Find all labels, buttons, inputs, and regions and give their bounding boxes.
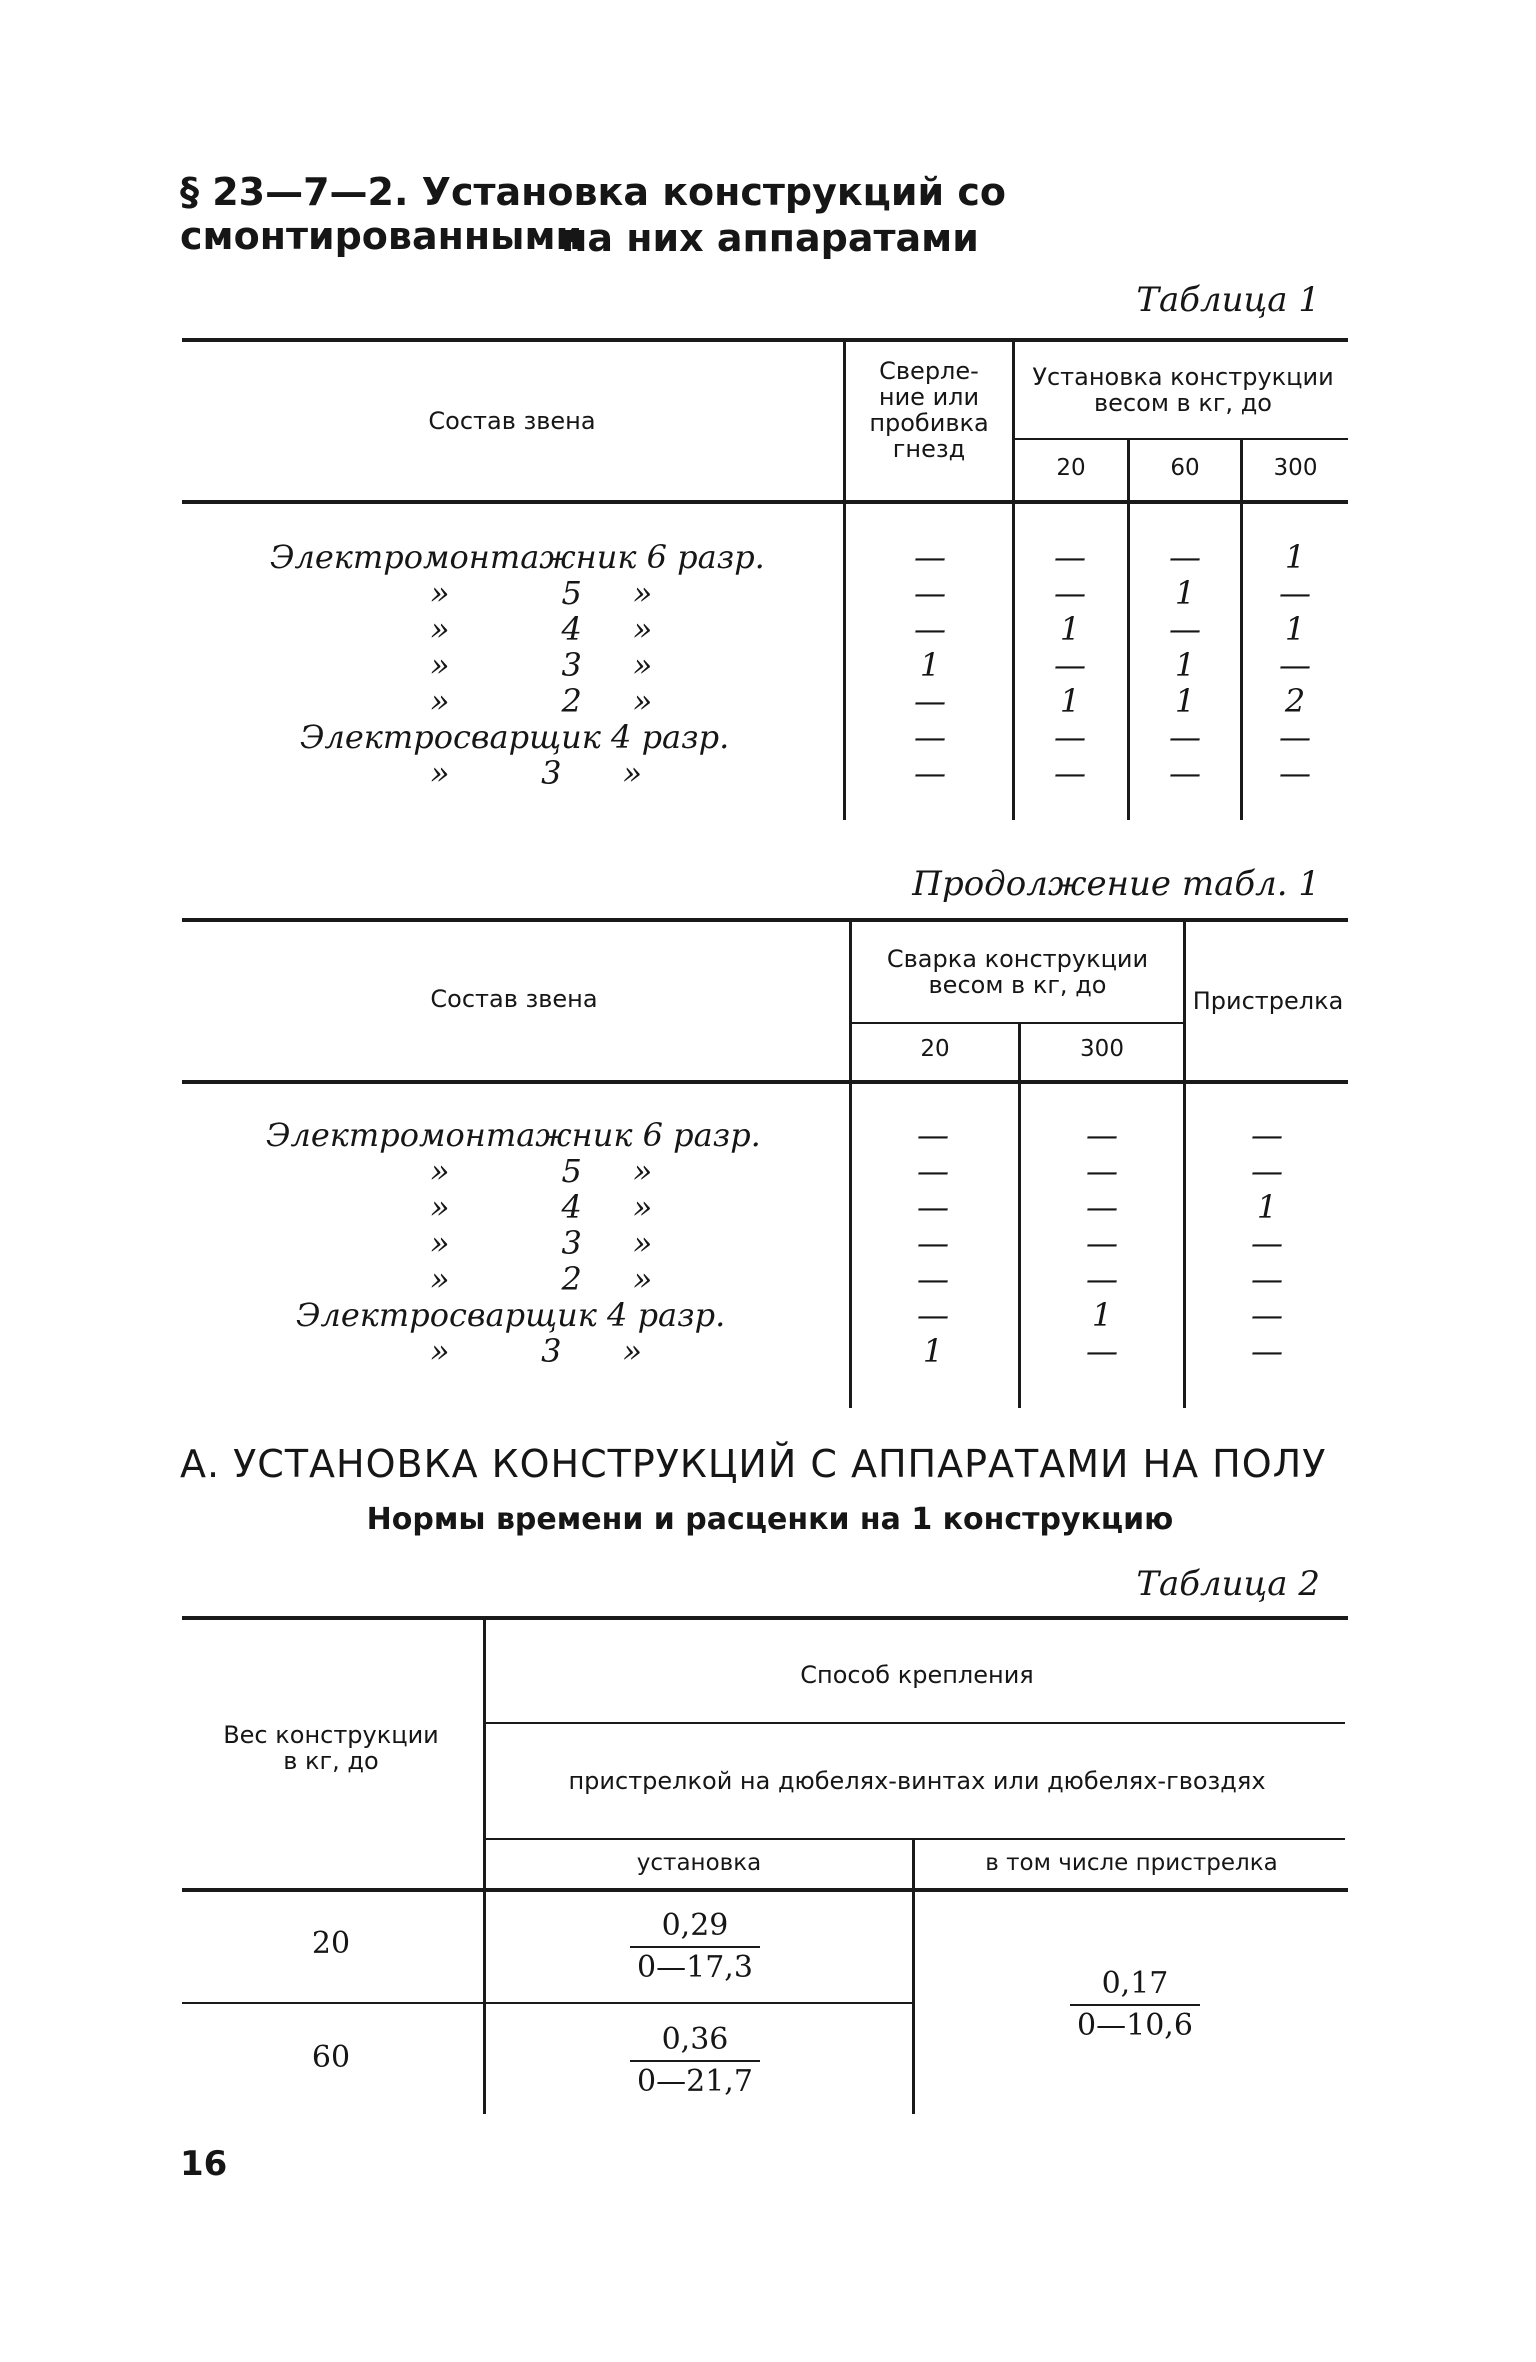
cell: 1 [1284, 610, 1306, 648]
table2-shooting-value [1070, 1964, 1200, 2046]
table2-install-value [630, 1906, 760, 1988]
cell: — [1251, 1260, 1283, 1298]
table1-header-composition: Состав звена [428, 407, 596, 435]
rate: 0—17,3 [630, 1946, 760, 1988]
cell: — [917, 1116, 949, 1154]
row-label: Электромонтажник 6 разр. [266, 1116, 761, 1154]
cell: — [1251, 1332, 1283, 1370]
cell: — [1054, 574, 1086, 612]
cell: — [1086, 1260, 1118, 1298]
cell: — [1251, 1152, 1283, 1190]
row-label: » 3 » [430, 1224, 653, 1262]
cell: — [914, 610, 946, 648]
cell: 1 [1284, 538, 1306, 576]
table2-header-method: Способ крепления [800, 1661, 1034, 1689]
table2-header-rule [182, 1888, 1348, 1892]
table1-cont-header-rule [182, 1080, 1348, 1084]
row-label: » 3 » [430, 1332, 643, 1370]
cell: — [914, 754, 946, 792]
section-title-line2: на них аппаратами [561, 216, 979, 260]
cell: 1 [922, 1332, 944, 1370]
subsection-title: А. УСТАНОВКА КОНСТРУКЦИЙ С АППАРАТАМИ НА ПОЛУ [180, 1442, 1327, 1486]
cell: — [1279, 754, 1311, 792]
table1-cont-caption: Продолжение табл. 1 [912, 864, 1320, 904]
table2-top-rule [182, 1616, 1348, 1620]
row-label: » 3 » [430, 646, 653, 684]
table1-header-w20: 20 [1056, 455, 1086, 481]
table2-install-value [630, 2020, 760, 2102]
row-label: Электросварщик 4 разр. [296, 1296, 726, 1334]
cell: — [1054, 538, 1086, 576]
cell: — [1054, 646, 1086, 684]
cell: — [1169, 718, 1201, 756]
cell: — [917, 1188, 949, 1226]
cell: — [917, 1296, 949, 1334]
table2-caption: Таблица 2 [1136, 1564, 1320, 1604]
table1-top-rule [182, 338, 1348, 342]
cell: — [1169, 610, 1201, 648]
cell: — [1054, 754, 1086, 792]
cell: — [1086, 1188, 1118, 1226]
cell: — [1251, 1224, 1283, 1262]
cell: — [914, 538, 946, 576]
row-label: » 2 » [430, 1260, 653, 1298]
table1-vline [1240, 438, 1243, 820]
cell: — [1169, 538, 1201, 576]
cell: — [917, 1224, 949, 1262]
table1-cont-subheader-rule [849, 1022, 1183, 1024]
table2-row-rule [182, 2002, 912, 2004]
norm-time: 0,36 [661, 2022, 729, 2057]
cell: — [1169, 754, 1201, 792]
row-label: » 4 » [430, 1188, 653, 1226]
cell: 1 [1059, 610, 1081, 648]
table2-header-incl-shooting: в том числе пристрелка [985, 1850, 1278, 1876]
rate: 0—10,6 [1070, 2004, 1200, 2046]
cell: 1 [1174, 646, 1196, 684]
table1-cont-top-rule [182, 918, 1348, 922]
row-label: » 5 » [430, 574, 653, 612]
section-title-line1: § 23—7—2. Установка конструкций со смонтированными [180, 170, 1006, 258]
table1-cont-header-w20: 20 [920, 1036, 950, 1062]
table1-caption: Таблица 1 [1136, 280, 1320, 320]
cell: 1 [1059, 682, 1081, 720]
row-label: » 3 » [430, 754, 643, 792]
cell: — [1086, 1332, 1118, 1370]
table1-header-rule [182, 500, 1348, 504]
row-label: » 4 » [430, 610, 653, 648]
cell: 2 [1284, 682, 1306, 720]
table1-cont-header-composition: Состав звена [430, 985, 598, 1013]
table1-cont-header-shooting: Пристрелка [1192, 987, 1344, 1015]
table2-header-weight: Вес конструкции в кг, до [223, 1721, 439, 1775]
table2-rule [485, 1722, 1345, 1724]
table2-vline [912, 1838, 915, 2114]
cell: 1 [1174, 682, 1196, 720]
cell: — [1086, 1224, 1118, 1262]
table2-header-method-detail: пристрелкой на дюбелях-винтах или дюбелях-гвоздях [568, 1767, 1266, 1795]
cell: 1 [1256, 1188, 1278, 1226]
cell: — [1279, 574, 1311, 612]
page-number: 16 [180, 2144, 228, 2184]
row-label: » 5 » [430, 1152, 653, 1190]
table1-header-drilling: Сверле- ние или пробивка гнезд [869, 357, 989, 463]
table1-subheader-rule [1012, 438, 1348, 440]
subsection-subtitle: Нормы времени и расценки на 1 конструкцию [366, 1502, 1174, 1537]
cell: — [917, 1152, 949, 1190]
table2-rule [485, 1838, 1345, 1840]
cell: — [1279, 718, 1311, 756]
table1-cont-header-welding-group: Сварка конструкции весом в кг, до [886, 945, 1149, 999]
table1-cont-header-w300: 300 [1080, 1036, 1124, 1062]
row-label: Электромонтажник 6 разр. [270, 538, 765, 576]
cell: — [914, 574, 946, 612]
table2-header-install: установка [636, 1850, 762, 1876]
cell: — [1086, 1116, 1118, 1154]
cell: — [1054, 718, 1086, 756]
table1-header-w300: 300 [1273, 455, 1318, 481]
cell: — [1086, 1152, 1118, 1190]
cell: — [914, 718, 946, 756]
rate: 0—21,7 [630, 2060, 760, 2102]
cell: 1 [1091, 1296, 1113, 1334]
row-label: » 2 » [430, 682, 653, 720]
table2-weight: 60 [311, 2040, 351, 2075]
cell: 1 [919, 646, 941, 684]
table2-weight: 20 [311, 1926, 351, 1961]
norm-time: 0,17 [1101, 1966, 1169, 2001]
table1-cont-vline [1018, 1022, 1021, 1408]
cell: — [914, 682, 946, 720]
cell: 1 [1174, 574, 1196, 612]
norm-time: 0,29 [661, 1908, 729, 1943]
table1-vline [1127, 438, 1130, 820]
cell: — [1251, 1116, 1283, 1154]
cell: — [1251, 1296, 1283, 1334]
row-label: Электросварщик 4 разр. [300, 718, 730, 756]
cell: — [917, 1260, 949, 1298]
cell: — [1279, 646, 1311, 684]
table1-header-install-group: Установка конструкции весом в кг, до [1032, 363, 1334, 417]
table1-header-w60: 60 [1170, 455, 1200, 481]
